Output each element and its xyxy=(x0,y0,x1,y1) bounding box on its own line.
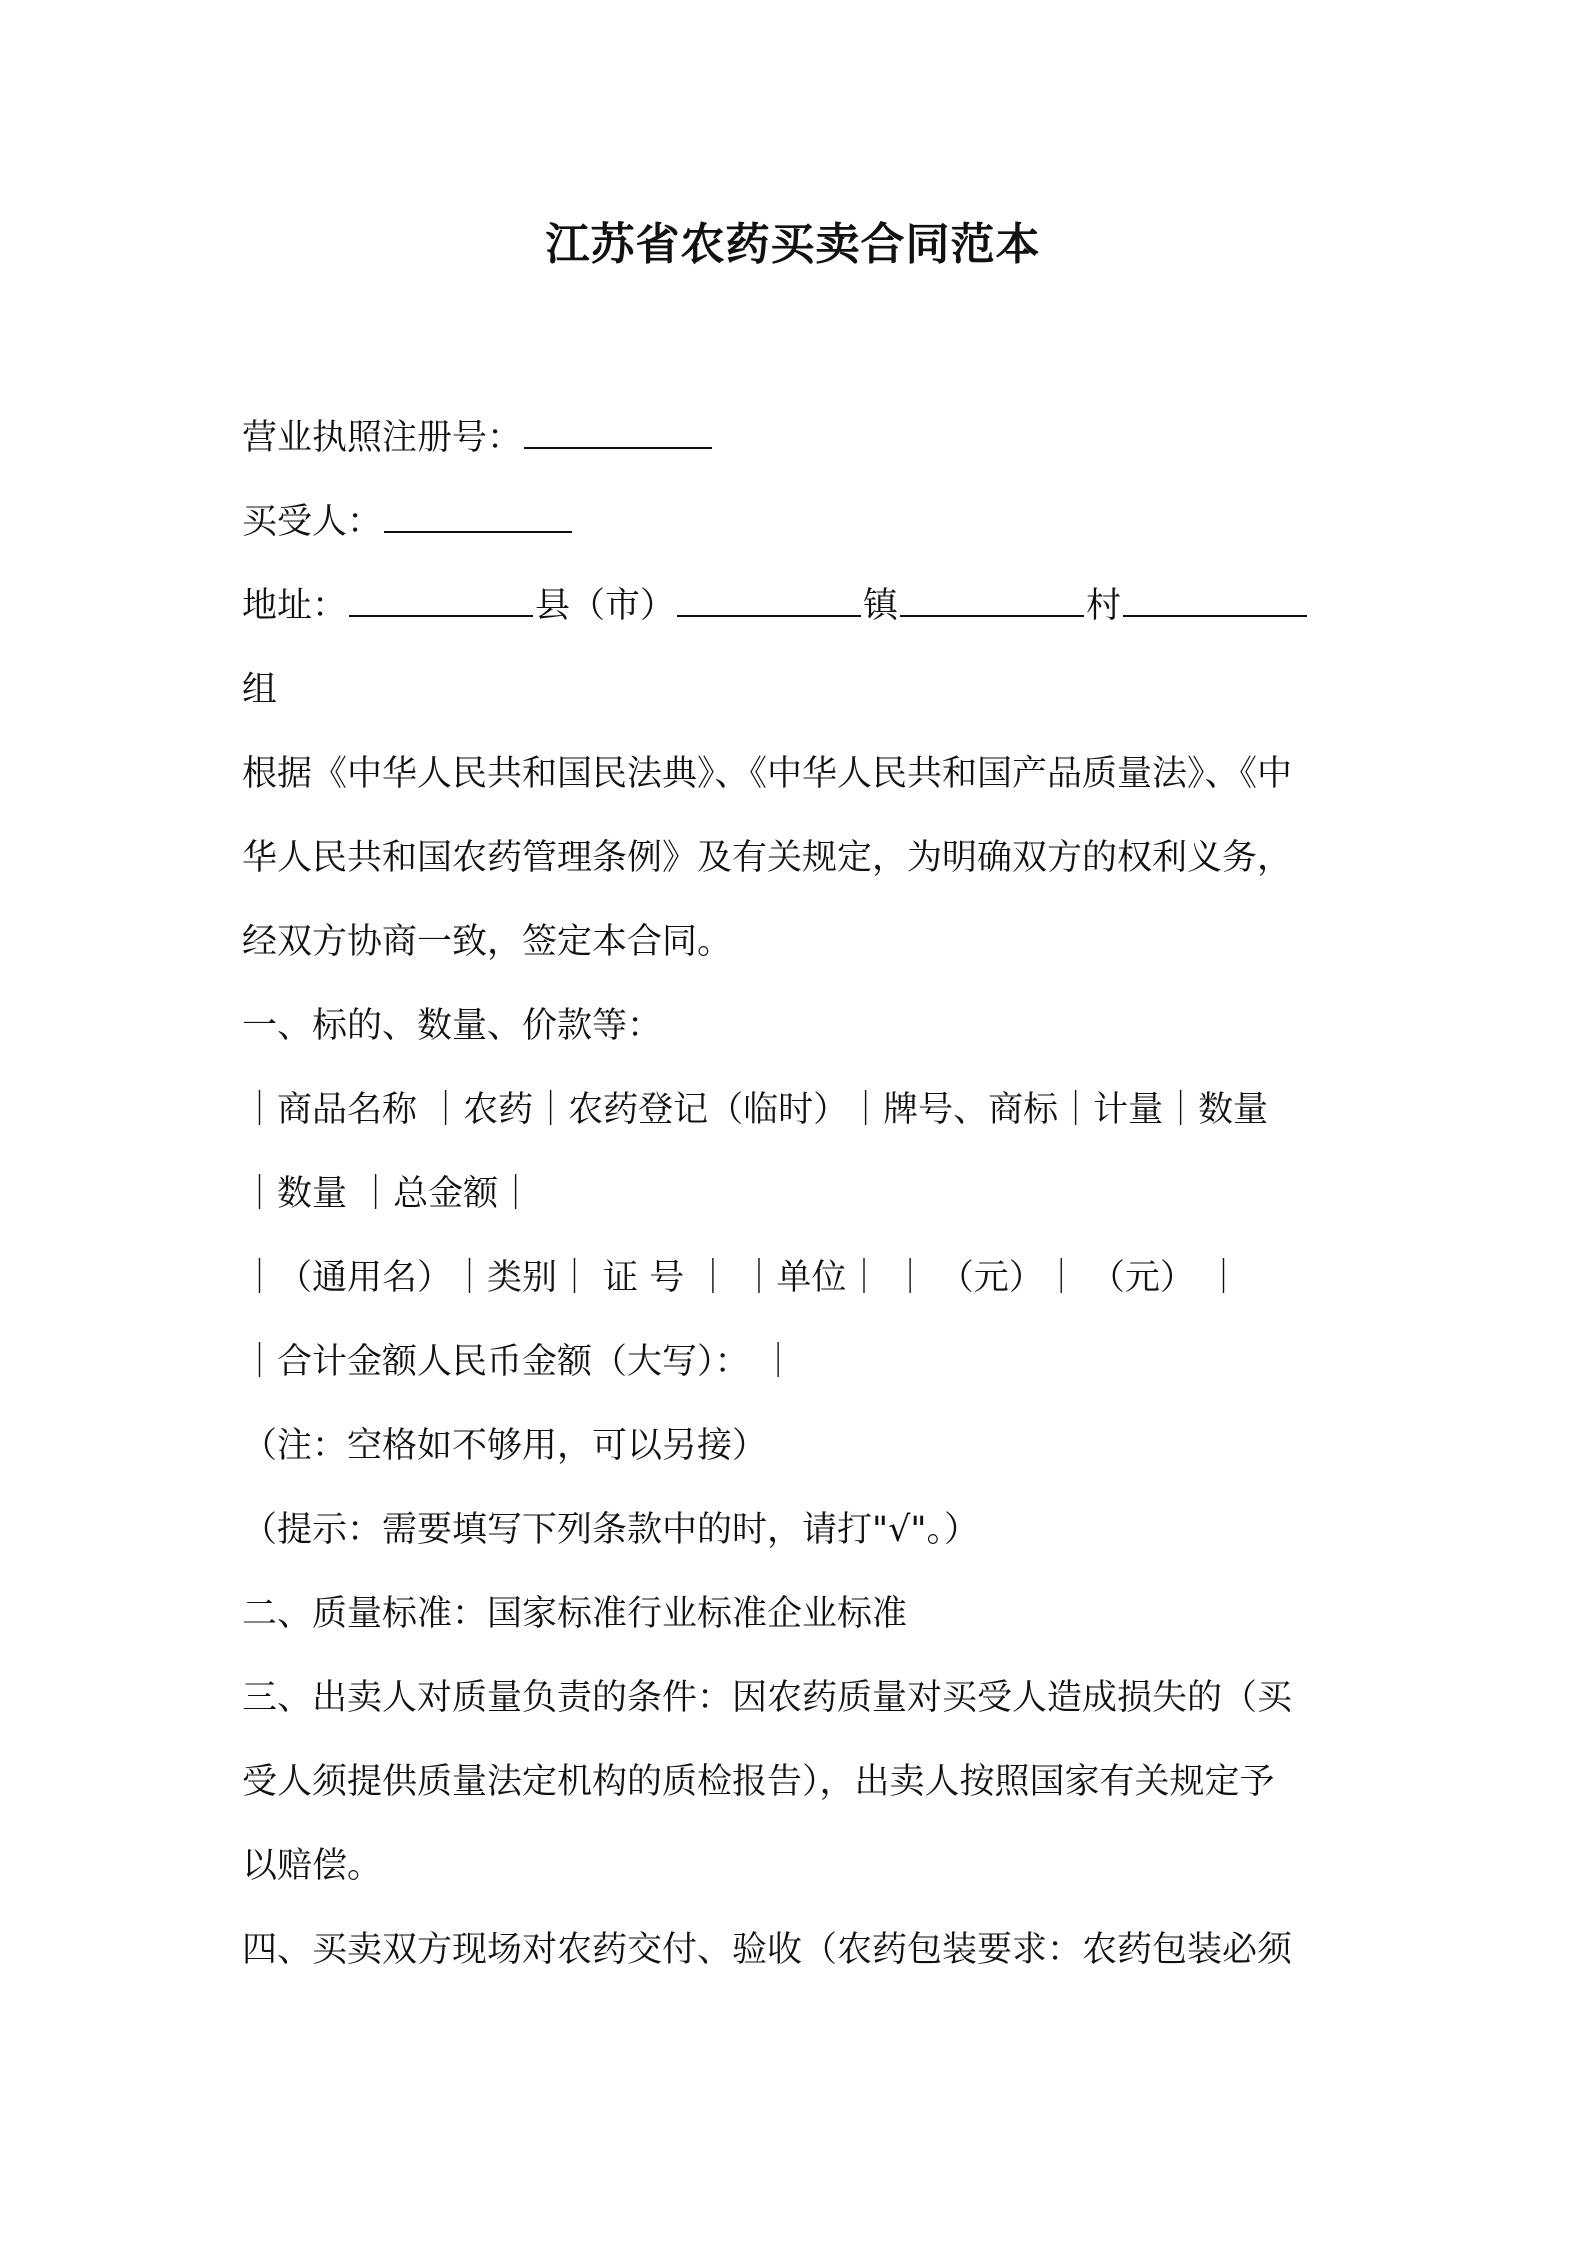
address-blank-2[interactable] xyxy=(677,581,861,617)
document-title: 江苏省农药买卖合同范本 xyxy=(545,219,1041,270)
address-blank-3[interactable] xyxy=(900,581,1084,617)
intro-line-2: 华人民共和国农药管理条例》及有关规定，为明确双方的权利义务， xyxy=(242,838,1293,878)
license-number-blank[interactable] xyxy=(524,413,712,449)
address-blank-1[interactable] xyxy=(349,581,533,617)
section-1-heading: 一、标的、数量、价款等： xyxy=(242,1006,663,1046)
address-group: 组 xyxy=(242,670,278,710)
address-label: 地址： xyxy=(242,586,348,626)
buyer-line xyxy=(242,496,1362,548)
buyer-label: 买受人： xyxy=(242,502,383,542)
section-3-line-1: 三、出卖人对质量负责的条件：因农药质量对买受人造成损失的（买 xyxy=(242,1678,1293,1718)
address-line xyxy=(242,580,1362,632)
table-row-2: ｜数量 ｜总金额｜ xyxy=(242,1174,534,1214)
note-line: （注：空格如不够用，可以另接） xyxy=(242,1426,768,1466)
license-number-line xyxy=(242,412,1362,464)
intro-line-1: 根据《中华人民共和国民法典》、《中华人民共和国产品质量法》、《中 xyxy=(242,754,1293,794)
table-row-1: ｜商品名称 ｜农药｜农药登记（临时）｜牌号、商标｜计量｜数量 xyxy=(242,1090,1269,1130)
section-2: 二、质量标准：国家标准行业标准企业标准 xyxy=(242,1594,908,1634)
buyer-blank[interactable] xyxy=(384,497,572,533)
address-town: 镇 xyxy=(863,586,899,626)
table-row-3: ｜（通用名）｜类别｜ 证 号 ｜ ｜单位｜ ｜ （元）｜ （元） ｜ xyxy=(242,1258,1242,1298)
address-village: 村 xyxy=(1086,586,1122,626)
hint-line: （提示：需要填写下列条款中的时，请打"√"。） xyxy=(242,1510,980,1550)
intro-line-3: 经双方协商一致，签定本合同。 xyxy=(242,922,733,962)
section-3-line-2: 受人须提供质量法定机构的质检报告），出卖人按照国家有关规定予 xyxy=(242,1762,1275,1802)
address-blank-4[interactable] xyxy=(1123,581,1307,617)
license-number-label: 营业执照注册号： xyxy=(242,418,523,458)
address-county: 县（市） xyxy=(535,586,676,626)
section-4: 四、买卖双方现场对农药交付、验收（农药包装要求：农药包装必须 xyxy=(242,1930,1293,1970)
section-3-line-3: 以赔偿。 xyxy=(242,1846,383,1886)
table-row-4: ｜合计金额人民币金额（大写）： ｜ xyxy=(242,1342,796,1382)
